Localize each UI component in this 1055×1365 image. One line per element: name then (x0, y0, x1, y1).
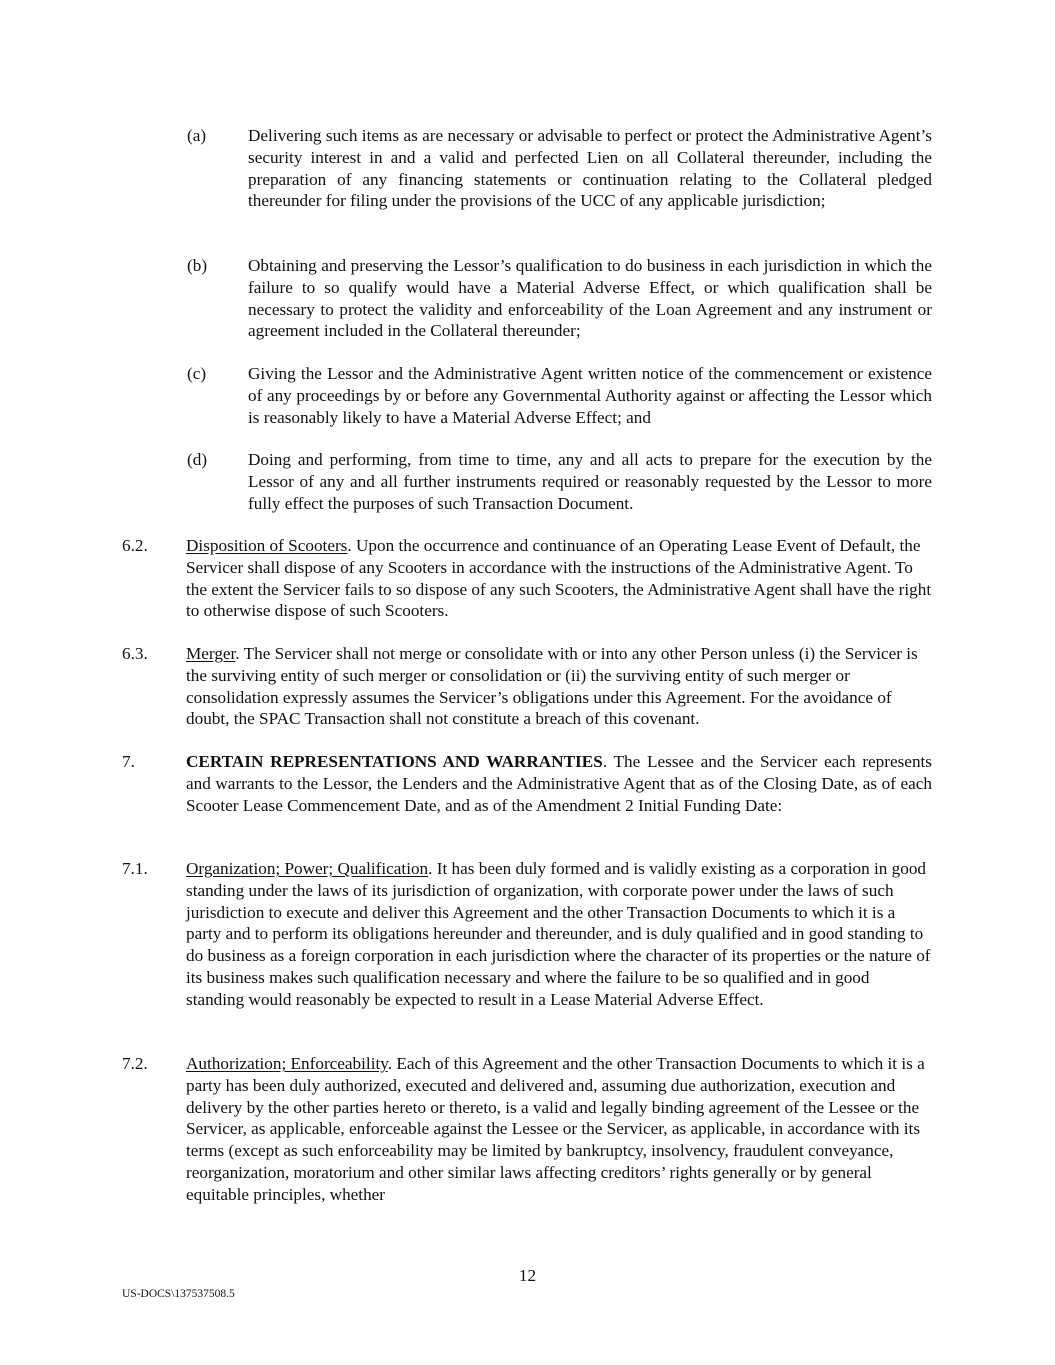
section-body (186, 643, 932, 730)
subitem-d (187, 449, 932, 514)
section-heading: Merger (186, 644, 236, 663)
section-6-2 (122, 535, 932, 622)
section-heading: CERTAIN REPRESENTATIONS AND WARRANTIES (186, 752, 603, 771)
section-number: 6.3. (122, 644, 148, 663)
section-heading: Authorization; Enforceability (186, 1054, 388, 1073)
subitem-text: Obtaining and preserving the Lessor’s qualification to do business in each jurisdiction in which the failure to so qualify would have a Material Adverse Effect, or which qualification shall be necessary to protect the validity and enforceability of the Loan Agreement and any instrument or agreement included in the Collateral thereunder; (248, 256, 932, 341)
section-number: 7. (122, 752, 135, 771)
section-text: The Servicer shall not merge or consolidate with or into any other Person unless (i) the Servicer is the surviving entity of such merger or consolidation or (ii) the surviving entity of such merger or consolidation expressly assumes the Servicer’s obligations under this Agreement. For the avoidance of doubt, the SPAC Transaction shall not constitute a breach of this covenant. (186, 644, 918, 729)
section-text: Each of this Agreement and the other Transaction Documents to which it is a party has been duly authorized, executed and delivered and, assuming due authorization, execution and delivery by the other parties hereto or thereto, is a valid and legally binding agreement of the Lessee or the Servicer, as applicable, enforceable against the Lessee or the Servicer, as applicable, in accordance with its terms (except as such enforceability may be limited by bankruptcy, insolvency, fraudulent conveyance, reorganization, moratorium and other similar laws affecting creditors’ rights generally or by general equitable principles, whether (186, 1054, 925, 1204)
section-heading: Disposition of Scooters (186, 536, 348, 555)
section-heading: Organization; Power; Qualification (186, 859, 429, 878)
subitem-text: Delivering such items as are necessary or advisable to perfect or protect the Administrative Agent’s security interest in and a valid and perfected Lien on all Collateral thereunder, including the preparation of any financing statements or continuation relating to the Collateral pledged thereunder for filing under the provisions of the UCC of any applicable jurisdiction; (248, 126, 932, 211)
section-text: The Lessee and the Servicer each represents and warrants to the Lessor, the Lenders and the Administrative Agent that as of the Closing Date, as of each Scooter Lease Commencement Date, and as of the Amendment 2 Initial Funding Date: (186, 752, 932, 815)
heading-suffix: . (387, 1054, 393, 1073)
document-id: US-DOCS\137537508.5 (122, 1288, 235, 1300)
heading-suffix: . (347, 536, 352, 555)
section-number: 6.2. (122, 536, 148, 555)
subitem-label: (a) (187, 126, 207, 145)
section-text: It has been duly formed and is validly existing as a corporation in good standing under the laws of its jurisdiction of organization, with corporate power under the laws of such jurisdiction to execute and deliver this Agreement and the other Transaction Documents to which it is a party and to perform its obligations hereunder and thereunder, and is duly qualified and in good standing to do business as a foreign corporation in each jurisdiction where the character of its properties or the nature of its business makes such qualification necessary and where the failure to be so qualified and in good standing would reasonably be expected to result in a Lease Material Adverse Effect. (186, 859, 931, 1009)
section-6-3 (122, 643, 932, 730)
subitem-text: Giving the Lessor and the Administrative Agent written notice of the commencement or existence of any proceedings by or before any Governmental Authority against or affecting the Lessor which is reasonably likely to have a Material Adverse Effect; and (248, 364, 932, 427)
subitem-a (187, 125, 932, 212)
section-body (186, 1053, 932, 1206)
subitem-label: (d) (187, 450, 208, 469)
subitem-label: (b) (187, 256, 208, 275)
section-body (186, 535, 932, 622)
heading-suffix: . (602, 752, 608, 771)
section-text: Upon the occurrence and continuance of an Operating Lease Event of Default, the Servicer shall dispose of any Scooters in accordance with the instructions of the Administrative Agent. To the extent the Servicer fails to so dispose of any such Scooters, the Administrative Agent shall have the right to otherwise dispose of such Scooters. (186, 536, 932, 621)
section-body (186, 751, 932, 816)
subitem-c (187, 363, 932, 428)
heading-suffix: . (428, 859, 433, 878)
page-number: 12 (518, 1266, 537, 1285)
subitem-label: (c) (187, 364, 207, 383)
section-7-2 (122, 1053, 932, 1206)
section-body (186, 858, 932, 1011)
section-7-1 (122, 858, 932, 1011)
section-7 (122, 751, 932, 816)
heading-suffix: . (235, 644, 240, 663)
section-number: 7.2. (122, 1054, 148, 1073)
subitem-text: Doing and performing, from time to time, any and all acts to prepare for the execution by the Lessor of any and all further instruments required or reasonably requested by the Lessor to more fully effect the purposes of such Transaction Document. (248, 450, 932, 513)
section-number: 7.1. (122, 859, 148, 878)
subitem-b (187, 255, 932, 342)
